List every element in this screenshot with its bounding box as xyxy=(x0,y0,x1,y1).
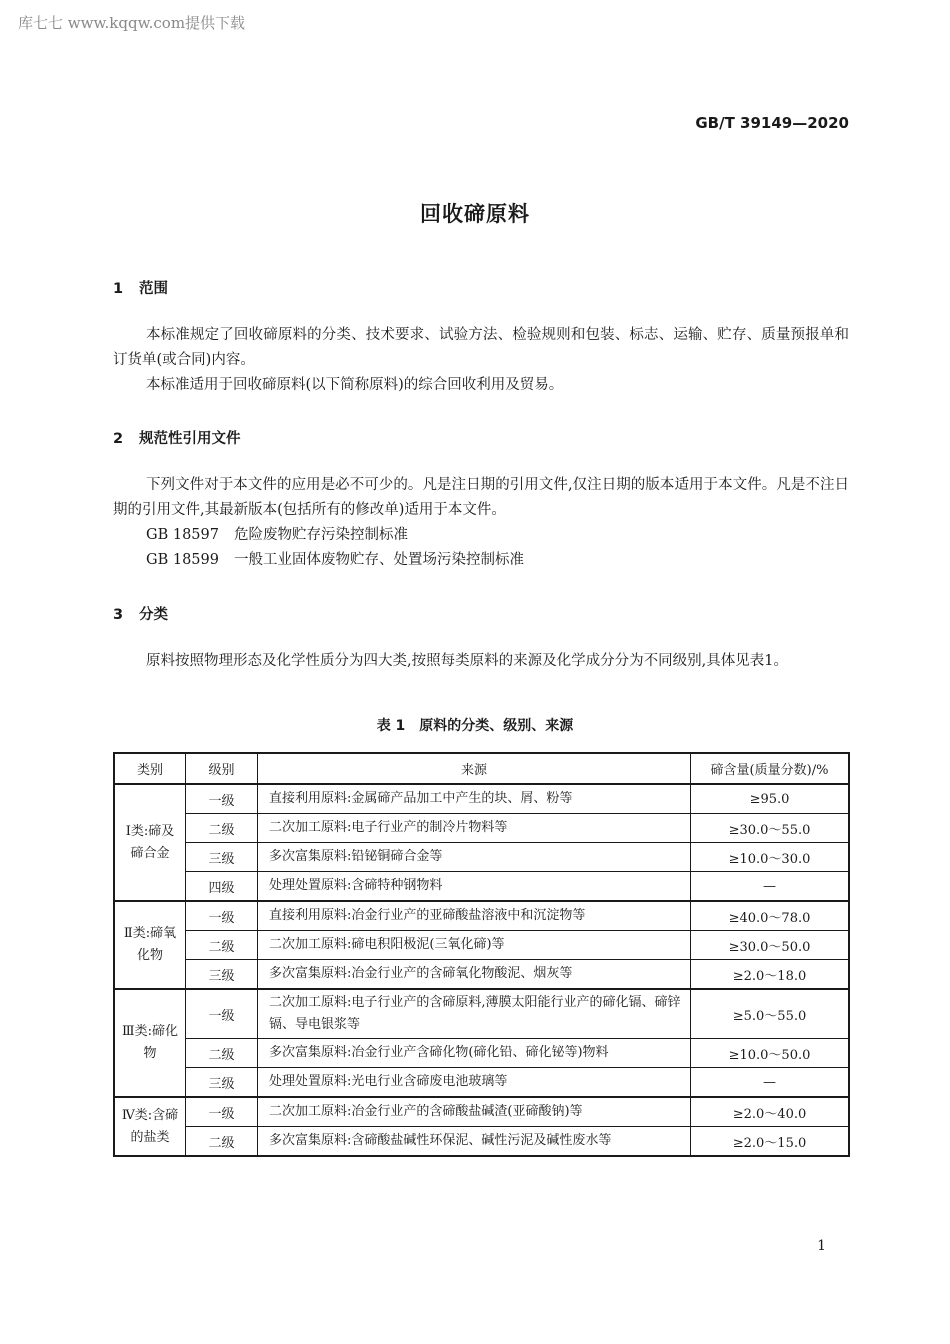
grade-cell: 三级 xyxy=(186,1068,258,1098)
reference-item xyxy=(146,548,524,573)
reference-code: GB 18599 xyxy=(146,552,219,568)
standard-code: GB/T 39149—2020 xyxy=(695,114,849,132)
category-cell: Ⅳ类:含碲的盐类 xyxy=(114,1097,186,1156)
content-cell: ≥10.0～50.0 xyxy=(691,1039,850,1068)
table-row xyxy=(114,1068,849,1098)
grade-cell: 一级 xyxy=(186,901,258,931)
paragraph: 下列文件对于本文件的应用是必不可少的。凡是注日期的引用文件,仅注日期的版本适用于本文件。凡是不注日期的引用文件,其最新版本(包括所有的修改单)适用于本文件。 xyxy=(113,477,849,518)
grade-cell: 二级 xyxy=(186,814,258,843)
page-number: 1 xyxy=(817,1238,826,1254)
section-title: 规范性引用文件 xyxy=(139,431,241,447)
reference-title: 一般工业固体废物贮存、处置场污染控制标准 xyxy=(234,552,524,568)
source-cell: 直接利用原料:金属碲产品加工中产生的块、屑、粉等 xyxy=(258,784,691,814)
column-header: 级别 xyxy=(186,753,258,784)
table-row xyxy=(114,931,849,960)
content-cell: ≥30.0～55.0 xyxy=(691,814,850,843)
table-row xyxy=(114,1097,849,1127)
table-row xyxy=(114,1039,849,1068)
table-row xyxy=(114,784,849,814)
content-cell: — xyxy=(691,1068,850,1098)
source-cell: 直接利用原料:冶金行业产的亚碲酸盐溶液中和沉淀物等 xyxy=(258,901,691,931)
table-row xyxy=(114,960,849,990)
content-cell: — xyxy=(691,872,850,902)
table-header-row xyxy=(114,753,849,784)
content-cell: ≥5.0～55.0 xyxy=(691,989,850,1039)
section-heading-classification xyxy=(113,603,168,624)
content-cell: ≥30.0～50.0 xyxy=(691,931,850,960)
source-cell: 多次富集原料:冶金行业产的含碲氧化物酸泥、烟灰等 xyxy=(258,960,691,990)
table-row xyxy=(114,901,849,931)
source-cell: 多次富集原料:铅铋铜碲合金等 xyxy=(258,843,691,872)
document-title: 回收碲原料 xyxy=(420,202,530,226)
source-cell: 二次加工原料:碲电积阳极泥(三氧化碲)等 xyxy=(258,931,691,960)
reference-code: GB 18597 xyxy=(146,527,219,543)
section-heading-scope xyxy=(113,277,168,298)
content-cell: ≥2.0～18.0 xyxy=(691,960,850,990)
category-cell: Ⅱ类:碲氧化物 xyxy=(114,901,186,989)
table-caption: 表 1 原料的分类、级别、来源 xyxy=(376,718,574,734)
content-cell: ≥95.0 xyxy=(691,784,850,814)
paragraph: 本标准适用于回收碲原料(以下简称原料)的综合回收利用及贸易。 xyxy=(146,377,564,393)
classification-table xyxy=(113,752,850,1157)
source-cell: 二次加工原料:电子行业产的制冷片物料等 xyxy=(258,814,691,843)
paragraph: 原料按照物理形态及化学性质分为四大类,按照每类原料的来源及化学成分分为不同级别,具体见表1。 xyxy=(146,653,788,669)
source-cell: 二次加工原料:冶金行业产的含碲酸盐碱渣(亚碲酸钠)等 xyxy=(258,1097,691,1127)
watermark-text: 库七七 www.kqqw.com提供下载 xyxy=(18,14,246,32)
content-cell: ≥10.0～30.0 xyxy=(691,843,850,872)
source-cell: 多次富集原料:冶金行业产含碲化物(碲化铅、碲化铋等)物料 xyxy=(258,1039,691,1068)
table-row xyxy=(114,989,849,1039)
reference-title: 危险废物贮存污染控制标准 xyxy=(234,527,408,543)
table-row xyxy=(114,814,849,843)
section-number: 2 xyxy=(113,431,124,447)
category-cell: Ⅲ类:碲化物 xyxy=(114,989,186,1097)
grade-cell: 一级 xyxy=(186,1097,258,1127)
grade-cell: 三级 xyxy=(186,843,258,872)
grade-cell: 三级 xyxy=(186,960,258,990)
table-row xyxy=(114,872,849,902)
paragraph: 本标准规定了回收碲原料的分类、技术要求、试验方法、检验规则和包装、标志、运输、贮存、质量预报单和订货单(或合同)内容。 xyxy=(113,327,849,368)
category-cell: Ⅰ类:碲及碲合金 xyxy=(114,784,186,901)
table-row xyxy=(114,843,849,872)
section-heading-normative-references xyxy=(113,427,241,448)
reference-item xyxy=(146,523,408,548)
content-cell: ≥40.0～78.0 xyxy=(691,901,850,931)
source-cell: 二次加工原料:电子行业产的含碲原料,薄膜太阳能行业产的碲化镉、碲锌镉、导电银浆等 xyxy=(258,989,691,1039)
grade-cell: 一级 xyxy=(186,989,258,1039)
grade-cell: 四级 xyxy=(186,872,258,902)
content-cell: ≥2.0～40.0 xyxy=(691,1097,850,1127)
section-title: 范围 xyxy=(139,281,168,297)
content-cell: ≥2.0～15.0 xyxy=(691,1127,850,1157)
grade-cell: 一级 xyxy=(186,784,258,814)
section-title: 分类 xyxy=(139,607,168,623)
table-row xyxy=(114,1127,849,1157)
grade-cell: 二级 xyxy=(186,931,258,960)
column-header: 来源 xyxy=(258,753,691,784)
column-header: 类别 xyxy=(114,753,186,784)
source-cell: 多次富集原料:含碲酸盐碱性环保泥、碱性污泥及碱性废水等 xyxy=(258,1127,691,1157)
source-cell: 处理处置原料:光电行业含碲废电池玻璃等 xyxy=(258,1068,691,1098)
grade-cell: 二级 xyxy=(186,1039,258,1068)
grade-cell: 二级 xyxy=(186,1127,258,1157)
column-header: 碲含量(质量分数)/% xyxy=(691,753,850,784)
section-number: 3 xyxy=(113,607,124,623)
section-number: 1 xyxy=(113,281,124,297)
source-cell: 处理处置原料:含碲特种钢物料 xyxy=(258,872,691,902)
